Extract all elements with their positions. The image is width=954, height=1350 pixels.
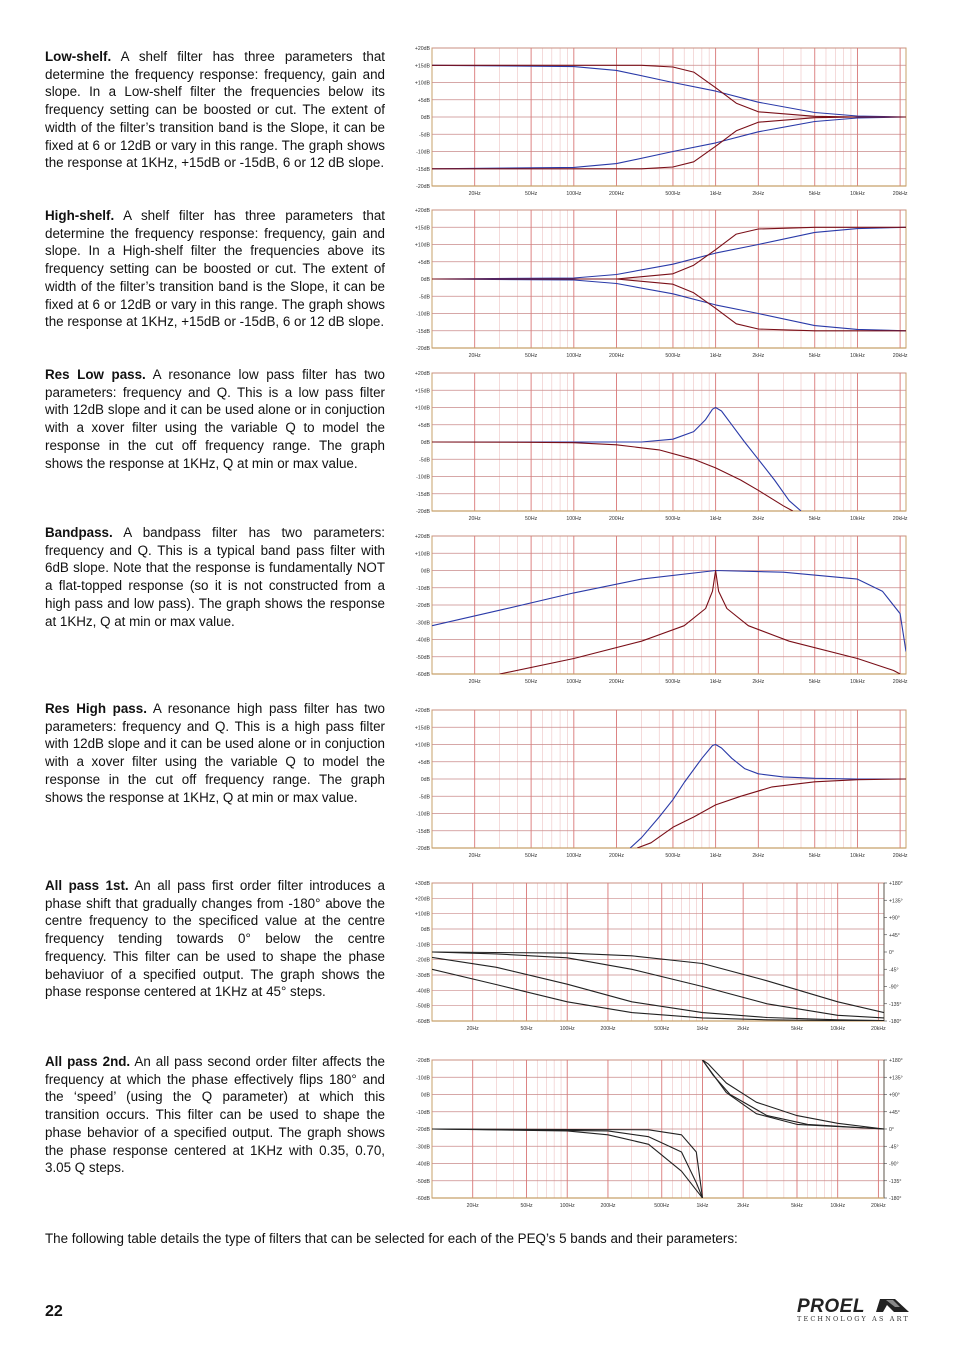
x-tick-label: 20Hz: [468, 353, 481, 359]
y-tick-label: +10dB: [414, 742, 430, 749]
x-tick-label: 200Hz: [609, 853, 625, 859]
section-body: A resonance high pass filter has two parameters: frequency and Q. This is a high pass filter with 12dB slope and it can be used alone or in conjuction with a xover filter using the variable Q to model the response in the cut off frequency range. The graph shows the response at 1KHz, Q at min or max value.: [45, 701, 386, 805]
x-tick-label: 5kHz: [791, 1026, 803, 1032]
y-tick-label: +5dB: [417, 422, 430, 429]
section-title: All pass 2nd.: [45, 1054, 131, 1069]
y2-tick-label: +90°: [889, 915, 900, 922]
section-all-pass-1st: [45, 877, 385, 1001]
y-tick-label: +15dB: [414, 725, 430, 732]
y-tick-label: 0dB: [420, 568, 430, 575]
section-body: An all pass first order filter introduces a phase shift that gradually changes from -180° above the centre frequency to the specificed value at the centre frequency tending towards 0° below the centre frequency. This filter can be used to shape the phase behaviuor of a specified output. The graph shows the phase response centered at 1KHz at 45° steps.: [45, 878, 386, 1000]
x-tick-label: 100Hz: [559, 1203, 575, 1209]
y-tick-label: 0dB: [420, 115, 430, 121]
y-tick-label: -15dB: [416, 491, 430, 498]
x-tick-label: 10kHz: [850, 191, 865, 197]
x-tick-label: 50Hz: [525, 516, 538, 522]
x-tick-label: 200Hz: [600, 1203, 616, 1209]
x-tick-label: 50Hz: [520, 1203, 533, 1209]
section-bandpass: [45, 524, 385, 630]
y-tick-label: -40dB: [416, 988, 430, 995]
y-tick-label: -15dB: [416, 328, 430, 335]
y-tick-label: -10dB: [416, 1109, 430, 1116]
x-tick-label: 50Hz: [525, 191, 538, 197]
table-intro: The following table details the type of filters that can be selected for each of the PEQ’s 5 bands and their parameters:: [45, 1231, 738, 1246]
x-tick-label: 10kHz: [850, 516, 865, 522]
proel-logo: [796, 1293, 911, 1323]
x-tick-label: 5kHz: [808, 853, 821, 859]
y-tick-label: +5dB: [417, 759, 430, 766]
chart-low-shelf: [404, 44, 910, 202]
y2-tick-label: -135°: [889, 1001, 902, 1008]
y-tick-label: -30dB: [416, 620, 430, 627]
y-tick-label: 0dB: [420, 277, 430, 283]
y-tick-label: +10dB: [414, 80, 430, 87]
x-tick-label: 20Hz: [466, 1203, 479, 1209]
x-tick-label: 500Hz: [665, 679, 681, 685]
section-title: Low-shelf.: [45, 49, 112, 64]
section-high-shelf: [45, 207, 385, 331]
x-tick-label: 2kHz: [752, 191, 765, 197]
y-tick-label: -40dB: [416, 1161, 430, 1168]
y2-tick-label: +135°: [889, 1075, 903, 1082]
y-tick-label: -20dB: [416, 509, 430, 515]
y-tick-label: +20dB: [414, 208, 430, 214]
y-tick-label: -40dB: [416, 637, 430, 644]
x-tick-label: 500Hz: [665, 191, 681, 197]
y2-tick-label: +90°: [889, 1092, 900, 1099]
x-tick-label: 5kHz: [808, 353, 821, 359]
x-tick-label: 20kHz: [892, 679, 908, 685]
y-tick-label: -20dB: [416, 346, 430, 352]
y-tick-label: -15dB: [416, 828, 430, 835]
page-number: 22: [45, 1303, 63, 1320]
x-tick-label: 20kHz: [871, 1026, 886, 1032]
y2-tick-label: -45°: [889, 1144, 899, 1151]
x-tick-label: 50Hz: [525, 679, 538, 685]
y-tick-label: +10dB: [414, 405, 430, 412]
x-tick-label: 1kHz: [709, 516, 722, 522]
y-tick-label: +10dB: [414, 551, 430, 558]
section-title: All pass 1st.: [45, 878, 129, 893]
y-tick-label: -5dB: [419, 794, 430, 801]
y2-tick-label: -180°: [889, 1196, 902, 1202]
x-tick-label: 10kHz: [850, 353, 865, 359]
y-tick-label: -60dB: [416, 1196, 430, 1202]
y-tick-label: -5dB: [419, 132, 430, 139]
x-tick-label: 1kHz: [696, 1026, 709, 1032]
y-tick-label: -20dB: [416, 957, 430, 964]
chart-svg: [404, 369, 910, 527]
chart-res-low-pass: [404, 369, 910, 527]
y-tick-label: +5dB: [417, 97, 430, 104]
y-tick-label: -50dB: [416, 654, 430, 661]
x-tick-label: 20Hz: [466, 1026, 479, 1032]
x-tick-label: 100Hz: [566, 191, 582, 197]
y2-tick-label: +45°: [889, 932, 900, 939]
x-tick-label: 10kHz: [830, 1203, 846, 1209]
y-tick-label: +30dB: [414, 881, 430, 887]
chart-bandpass: [404, 532, 910, 690]
x-tick-label: 5kHz: [808, 191, 821, 197]
y2-tick-label: +180°: [889, 1058, 903, 1064]
y-tick-label: -20dB: [416, 1058, 430, 1064]
y2-tick-label: -45°: [889, 967, 899, 974]
y-tick-label: -10dB: [416, 942, 430, 949]
y-tick-label: 0dB: [420, 440, 430, 446]
x-tick-label: 2kHz: [752, 853, 765, 859]
x-tick-label: 500Hz: [665, 853, 681, 859]
x-tick-label: 100Hz: [566, 679, 582, 685]
section-body: A bandpass filter has two parameters: frequency and Q. This is a typical band pass filter with 6dB slope. Note that the response is fundamentally NOT a flat-topped response (so it is not constructed from a high pass and low pass). The graph shows the response at 1KHz, Q at min or max value.: [45, 525, 385, 629]
x-tick-label: 20kHz: [871, 1203, 886, 1209]
y-tick-label: -20dB: [416, 184, 430, 190]
x-tick-label: 2kHz: [752, 679, 765, 685]
x-tick-label: 20Hz: [468, 853, 481, 859]
y-tick-label: +5dB: [417, 259, 430, 266]
y-tick-label: -5dB: [419, 294, 430, 301]
y2-tick-label: +45°: [889, 1109, 900, 1116]
chart-high-shelf: [404, 206, 910, 364]
x-tick-label: 100Hz: [566, 353, 582, 359]
x-tick-label: 2kHz: [752, 516, 765, 522]
y2-tick-label: -90°: [889, 1161, 899, 1168]
x-tick-label: 20kHz: [892, 353, 908, 359]
y-tick-label: -10dB: [416, 474, 430, 481]
y-tick-label: -10dB: [416, 1075, 430, 1082]
logo-tagline: TECHNOLOGY AS ART: [797, 1315, 910, 1323]
y-tick-label: +15dB: [414, 225, 430, 232]
chart-svg: [404, 206, 910, 364]
x-tick-label: 1kHz: [709, 853, 722, 859]
y-tick-label: -30dB: [416, 1144, 430, 1151]
y-tick-label: -50dB: [416, 1003, 430, 1010]
chart-svg: [404, 532, 910, 690]
x-tick-label: 20kHz: [892, 516, 908, 522]
y-tick-label: +20dB: [414, 708, 430, 714]
logo-wordmark: PROEL: [797, 1296, 865, 1317]
y2-tick-label: -90°: [889, 984, 899, 991]
y-tick-label: +20dB: [414, 371, 430, 377]
chart-svg: [404, 879, 910, 1037]
y-tick-label: 0dB: [420, 927, 430, 933]
x-tick-label: 10kHz: [850, 853, 865, 859]
y-tick-label: -10dB: [416, 585, 430, 592]
x-tick-label: 20Hz: [468, 191, 481, 197]
section-title: Res High pass.: [45, 701, 147, 716]
x-tick-label: 200Hz: [609, 191, 625, 197]
y-tick-label: -20dB: [416, 1127, 430, 1133]
section-body: An all pass second order filter affects the frequency at which the phase effectively flips 180° and the ‘speed’ (using the Q parameter) at which this transition occurs. This filter can be used to shape the phase behavior of a specified output. The graph shows the phase response centered at 1KHz with 0.35, 0.70, 3.05 Q steps.: [45, 1054, 385, 1176]
x-tick-label: 200Hz: [609, 516, 625, 522]
x-tick-label: 2kHz: [737, 1026, 750, 1032]
chart-all-pass-2nd: [404, 1056, 910, 1214]
chart-svg: [404, 1056, 910, 1214]
x-tick-label: 500Hz: [654, 1026, 670, 1032]
x-tick-label: 500Hz: [665, 353, 681, 359]
x-tick-label: 50Hz: [520, 1026, 533, 1032]
section-body: A shelf filter has three parameters that determine the frequency response: frequency, gain and slope. In a Low-shelf filter the frequencies below its frequency setting can be boosted or cut. The extent of width of the filter’s transition band is the Slope, it can be fixed at 6 or 12dB or vary in this range. The graph shows the response at 1KHz, +15dB or -15dB, 6 or 12 dB slope.: [45, 49, 385, 171]
y-tick-label: +10dB: [414, 911, 430, 918]
x-tick-label: 20kHz: [892, 853, 908, 859]
y-tick-label: -10dB: [416, 811, 430, 818]
chart-res-high-pass: [404, 706, 910, 864]
y-tick-label: +20dB: [414, 896, 430, 903]
x-tick-label: 50Hz: [525, 853, 538, 859]
y-tick-label: -50dB: [416, 1178, 430, 1185]
y-tick-label: +20dB: [414, 534, 430, 540]
y-tick-label: -5dB: [419, 457, 430, 464]
y2-tick-label: +180°: [889, 881, 903, 887]
y2-tick-label: +135°: [889, 898, 903, 905]
y-tick-label: -10dB: [416, 311, 430, 318]
y-tick-label: -20dB: [416, 603, 430, 609]
x-tick-label: 10kHz: [850, 679, 865, 685]
y-tick-label: -30dB: [416, 973, 430, 979]
x-tick-label: 100Hz: [566, 853, 582, 859]
y-tick-label: -15dB: [416, 166, 430, 173]
chart-all-pass-1st: [404, 879, 910, 1037]
x-tick-label: 20kHz: [892, 191, 908, 197]
x-tick-label: 5kHz: [808, 679, 821, 685]
y-tick-label: +15dB: [414, 63, 430, 70]
y-tick-label: -20dB: [416, 846, 430, 852]
y-tick-label: -10dB: [416, 149, 430, 156]
section-res-low-pass: [45, 366, 385, 472]
x-tick-label: 10kHz: [830, 1026, 846, 1032]
x-tick-label: 50Hz: [525, 353, 538, 359]
plot-area: [432, 883, 884, 1021]
y-tick-label: 0dB: [420, 777, 430, 783]
y2-tick-label: -180°: [889, 1019, 902, 1025]
section-low-shelf: [45, 48, 385, 172]
x-tick-label: 20Hz: [468, 679, 481, 685]
chart-svg: [404, 44, 910, 202]
x-tick-label: 200Hz: [609, 679, 625, 685]
x-tick-label: 100Hz: [566, 516, 582, 522]
x-tick-label: 20Hz: [468, 516, 481, 522]
x-tick-label: 5kHz: [791, 1203, 803, 1209]
y-tick-label: +20dB: [414, 46, 430, 52]
y2-tick-label: 0°: [889, 1127, 894, 1133]
y2-tick-label: 0°: [889, 950, 894, 956]
x-tick-label: 1kHz: [696, 1203, 709, 1209]
chart-svg: [404, 706, 910, 864]
x-tick-label: 500Hz: [654, 1203, 670, 1209]
x-tick-label: 500Hz: [665, 516, 681, 522]
x-tick-label: 100Hz: [559, 1026, 575, 1032]
section-title: Res Low pass.: [45, 367, 146, 382]
x-tick-label: 2kHz: [737, 1203, 750, 1209]
x-tick-label: 5kHz: [808, 516, 821, 522]
section-title: Bandpass.: [45, 525, 113, 540]
y2-tick-label: -135°: [889, 1178, 902, 1185]
x-tick-label: 200Hz: [600, 1026, 616, 1032]
x-tick-label: 1kHz: [709, 191, 722, 197]
y-tick-label: -60dB: [416, 672, 430, 678]
section-title: High-shelf.: [45, 208, 115, 223]
x-tick-label: 200Hz: [609, 353, 625, 359]
section-all-pass-2nd: [45, 1053, 385, 1177]
y-tick-label: -60dB: [416, 1019, 430, 1025]
y-tick-label: 0dB: [420, 1092, 430, 1099]
y-tick-label: +10dB: [414, 242, 430, 249]
section-body: A shelf filter has three parameters that determine the frequency response: frequency, gain and slope. In a High-shelf filter the frequencies above its frequency setting can be boosted or cut. The extent of width of the filter’s transition band is the Slope, it can be fixed at 6 or 12dB or vary in this range. The graph shows the response at 1KHz, +15dB or -15dB, 6 or 12 dB slope.: [45, 208, 385, 330]
section-res-high-pass: [45, 700, 385, 806]
y-tick-label: +15dB: [414, 388, 430, 395]
section-body: A resonance low pass filter has two parameters: frequency and Q. This is a low pass filter with 12dB slope and it can be used alone or in conjuction with a xover filter using the variable Q to model the response in the cut off frequency range. The graph shows the response at 1KHz, Q at min or max value.: [45, 367, 385, 471]
x-tick-label: 1kHz: [709, 353, 722, 359]
x-tick-label: 1kHz: [709, 679, 722, 685]
x-tick-label: 2kHz: [752, 353, 765, 359]
